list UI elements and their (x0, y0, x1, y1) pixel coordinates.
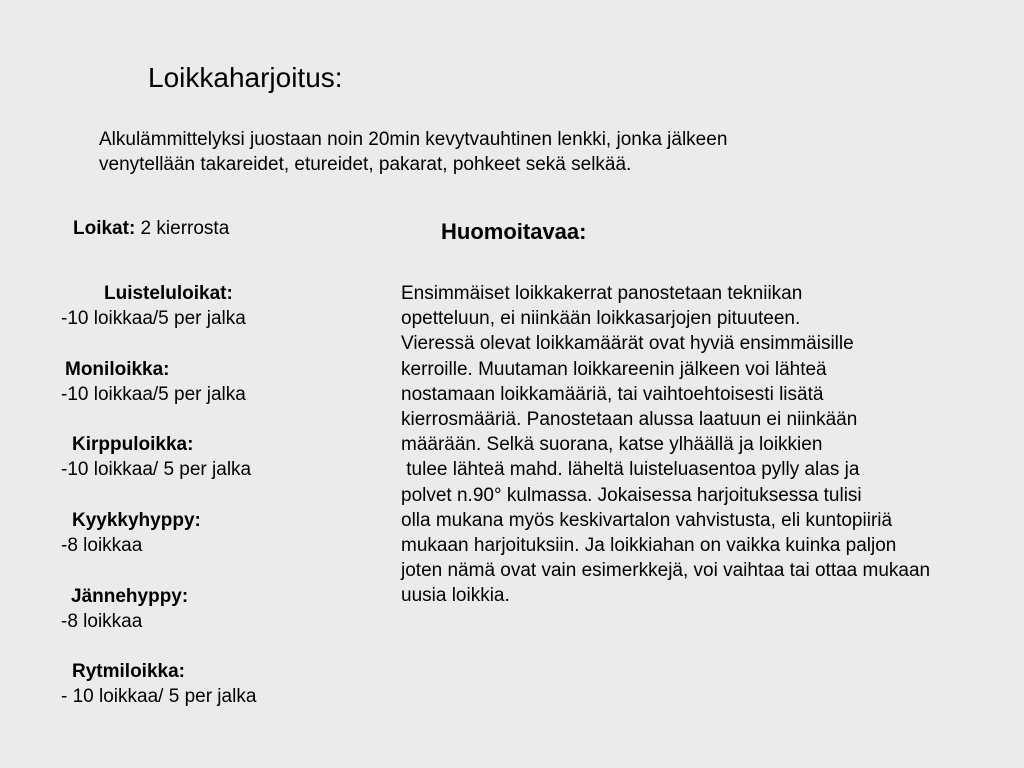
exercise-detail: -10 loikkaa/ 5 per jalka (61, 459, 252, 480)
notes-line: opetteluun, ei niinkään loikkasarjojen pituuteen. (401, 308, 801, 330)
notes-line: uusia loikkia. (401, 585, 510, 607)
notes-line: joten nämä ovat vain esimerkkejä, voi vaihtaa tai ottaa mukaan (401, 560, 931, 582)
exercise-detail: -10 loikkaa/5 per jalka (61, 308, 246, 329)
exercise-name: Jännehyppy: (71, 586, 189, 607)
notes-line: olla mukana myös keskivartalon vahvistusta, eli kuntopiiriä (401, 509, 893, 531)
notes-line: kierrosmääriä. Panostetaan alussa laatuun ei niinkään (401, 409, 858, 431)
notes-line: Vieressä olevat loikkamäärät ovat hyviä ensimmäisille (401, 333, 854, 355)
notes-line: Ensimmäiset loikkakerrat panostetaan tekniikan (401, 283, 803, 304)
notes-line: määrään. Selkä suorana, katse ylhäällä ja loikkien (401, 434, 823, 456)
exercise-rytmiloikka (61, 659, 256, 709)
exercise-kirppuloikka (61, 432, 251, 482)
exercise-moniloikka (61, 357, 246, 407)
intro-text (99, 127, 859, 177)
notes-line: kerroille. Muutaman loikkareenin jälkeen voi lähteä (401, 358, 827, 380)
exercise-luisteluloikat (61, 281, 246, 331)
notes-body (401, 281, 1001, 609)
notes-title: Huomoitavaa: (441, 219, 587, 244)
intro-line: venytellään takareidet, etureidet, pakarat, pohkeet sekä selkää. (99, 154, 632, 175)
exercise-name: Rytmiloikka: (72, 661, 185, 682)
exercise-name: Kyykkyhyppy: (72, 510, 201, 531)
intro-line: Alkulämmittelyksi juostaan noin 20min kevytvauhtinen lenkki, jonka jälkeen (99, 129, 728, 150)
exercise-kyykkyhyppy (61, 508, 201, 558)
exercise-detail: - 10 loikkaa/ 5 per jalka (61, 686, 257, 707)
exercise-detail: -8 loikkaa (61, 611, 143, 632)
loikat-heading (73, 218, 229, 240)
notes-line: mukaan harjoituksiin. Ja loikkiahan on vaikka kuinka paljon (401, 535, 897, 557)
notes-line: tulee lähteä mahd. läheltä luisteluasentoa pylly alas ja (401, 459, 860, 481)
notes-line: nostamaan loikkamääriä, tai vaihtoehtoisesti lisätä (401, 383, 824, 405)
exercise-name: Kirppuloikka: (72, 434, 194, 455)
page-title: Loikkaharjoitus: (148, 62, 343, 93)
exercise-name: Moniloikka: (65, 359, 170, 380)
exercise-jannehyppy (61, 584, 188, 634)
exercise-detail: -8 loikkaa (61, 535, 143, 556)
exercise-name: Luisteluloikat: (104, 283, 233, 304)
notes-line: polvet n.90° kulmassa. Jokaisessa harjoituksessa tulisi (401, 484, 862, 506)
loikat-label: Loikat: (73, 218, 136, 239)
exercise-detail: -10 loikkaa/5 per jalka (61, 384, 246, 405)
loikat-value: 2 kierrosta (135, 218, 230, 239)
